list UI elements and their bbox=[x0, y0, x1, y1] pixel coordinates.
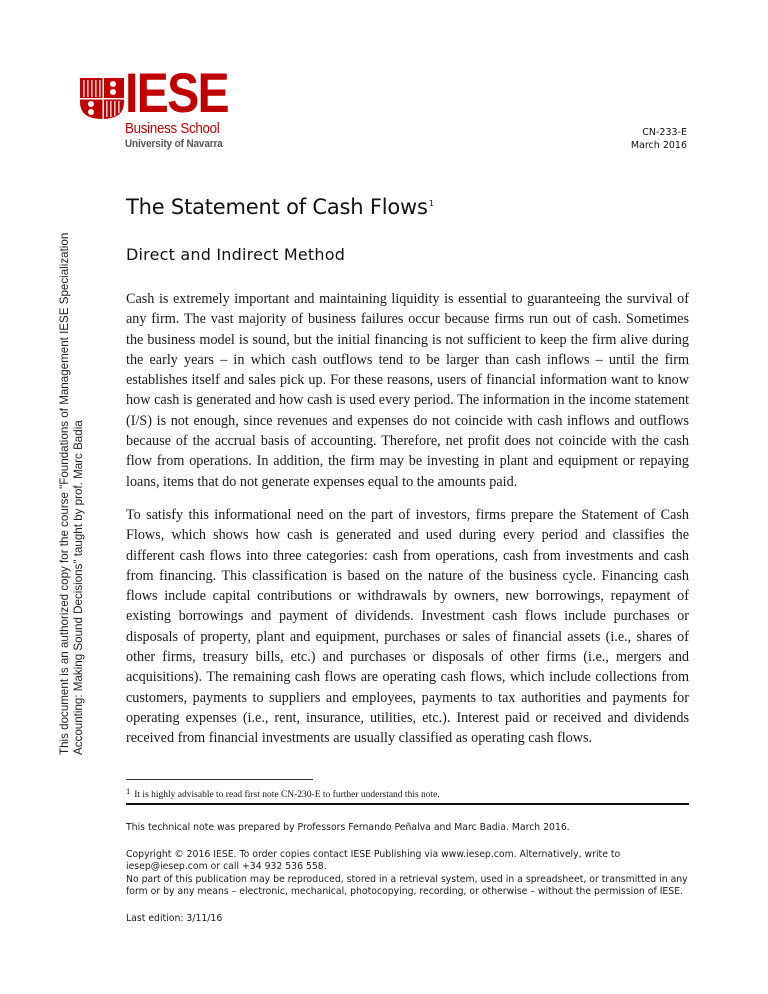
university-label: University of Navarra bbox=[125, 138, 223, 150]
document-reference bbox=[631, 126, 687, 152]
body-text bbox=[126, 289, 689, 762]
document-date: March 2016 bbox=[630, 140, 687, 151]
iese-shield-icon bbox=[80, 78, 124, 119]
iese-wordmark: IESE bbox=[125, 61, 228, 124]
title-footnote-marker: 1 bbox=[428, 199, 434, 208]
paragraph-2: To satisfy this informational need on the part of investors, firms prepare the Statement of Cash Flows, which shows how cash is generated and used during every period and classifies the different cash flows into three categories: cash from operations, cash from investments and cash from financing. This classification is based on the nature of the business cycle. Financing cash flows include capital contributions or withdrawals by owners, new borrowings, repayment of existing borrowings and payment of dividends. Investment cash flows include purchases or disposals of property, plant and equipment, purchases or sales of financial assets (i.e., shares of other firms, treasury bills, etc.) and purchases or disposals of other firms (i.e., mergers and acquisitions). The remaining cash flows are operating cash flows, which include collections from customers, payments to suppliers and employees, payments to tax authorities and payments for operating expenses (i.e., rent, insurance, utilities, etc.). Interest paid or received and dividends received from financial investments are usually classified as operating cash flows. bbox=[126, 506, 689, 747]
title-text: The Statement of Cash Flows bbox=[126, 195, 428, 219]
authorized-copy-notice bbox=[58, 55, 85, 755]
business-school-label: Business School bbox=[125, 121, 220, 137]
authorized-copy-line-2: Accounting: Making Sound Decisions" taught by prof. Marc Badia bbox=[71, 420, 85, 755]
footnote-marker: 1 bbox=[126, 786, 131, 796]
footnote-text: It is highly advisable to read first note CN-230-E to further understand this note. bbox=[134, 790, 440, 800]
prepared-by: This technical note was prepared by Professors Fernando Peñalva and Marc Badia. March 2016. bbox=[126, 822, 570, 833]
rights-notice: No part of this publication may be reproduced, stored in a retrieval system, used in a spreadsheet, or transmitted in any form or by any means – electronic, mechanical, photocopying, recording, or otherwise – without the permission of IESE. bbox=[126, 873, 688, 897]
credits-divider bbox=[126, 803, 689, 805]
page-title bbox=[126, 195, 434, 219]
credits-block bbox=[126, 822, 692, 925]
iese-logo bbox=[80, 61, 240, 152]
document-code: CN-233-E bbox=[642, 127, 687, 138]
page-subtitle: Direct and Indirect Method bbox=[126, 245, 346, 264]
footnote bbox=[126, 786, 440, 800]
paragraph-1: Cash is extremely important and maintaining liquidity is essential to guaranteeing the survival of any firm. The vast majority of business failures occur because firms run out of cash. Sometimes the business model is sound, but the initial financing is not sufficient to keep the firm alive during the early years – in which cash outflows tend to be larger than cash inflows – until the firm establishes itself and sales pick up. For these reasons, users of financial information want to know how cash is generated and how cash is used every period. The information in the income statement (I/S) is not enough, since revenues and expenses do not coincide with cash inflows and outflows because of the accrual basis of accounting. Therefore, net profit does not coincide with the cash flow from operations. In addition, the firm may be investing in plant and equipment or repaying loans, items that do not generate expenses equal to the amounts paid. bbox=[126, 291, 689, 490]
footnote-separator bbox=[126, 779, 313, 780]
copyright-notice: Copyright © 2016 IESE. To order copies contact IESE Publishing via www.iesep.com. Alternatively, write to iesep@iesep.com or call +34 932 536 558. bbox=[126, 848, 621, 872]
last-edition: Last edition: 3/11/16 bbox=[126, 912, 223, 924]
authorized-copy-line-1: This document is an authorized copy for the course "Foundations of Management IESE Specialization bbox=[58, 232, 71, 755]
